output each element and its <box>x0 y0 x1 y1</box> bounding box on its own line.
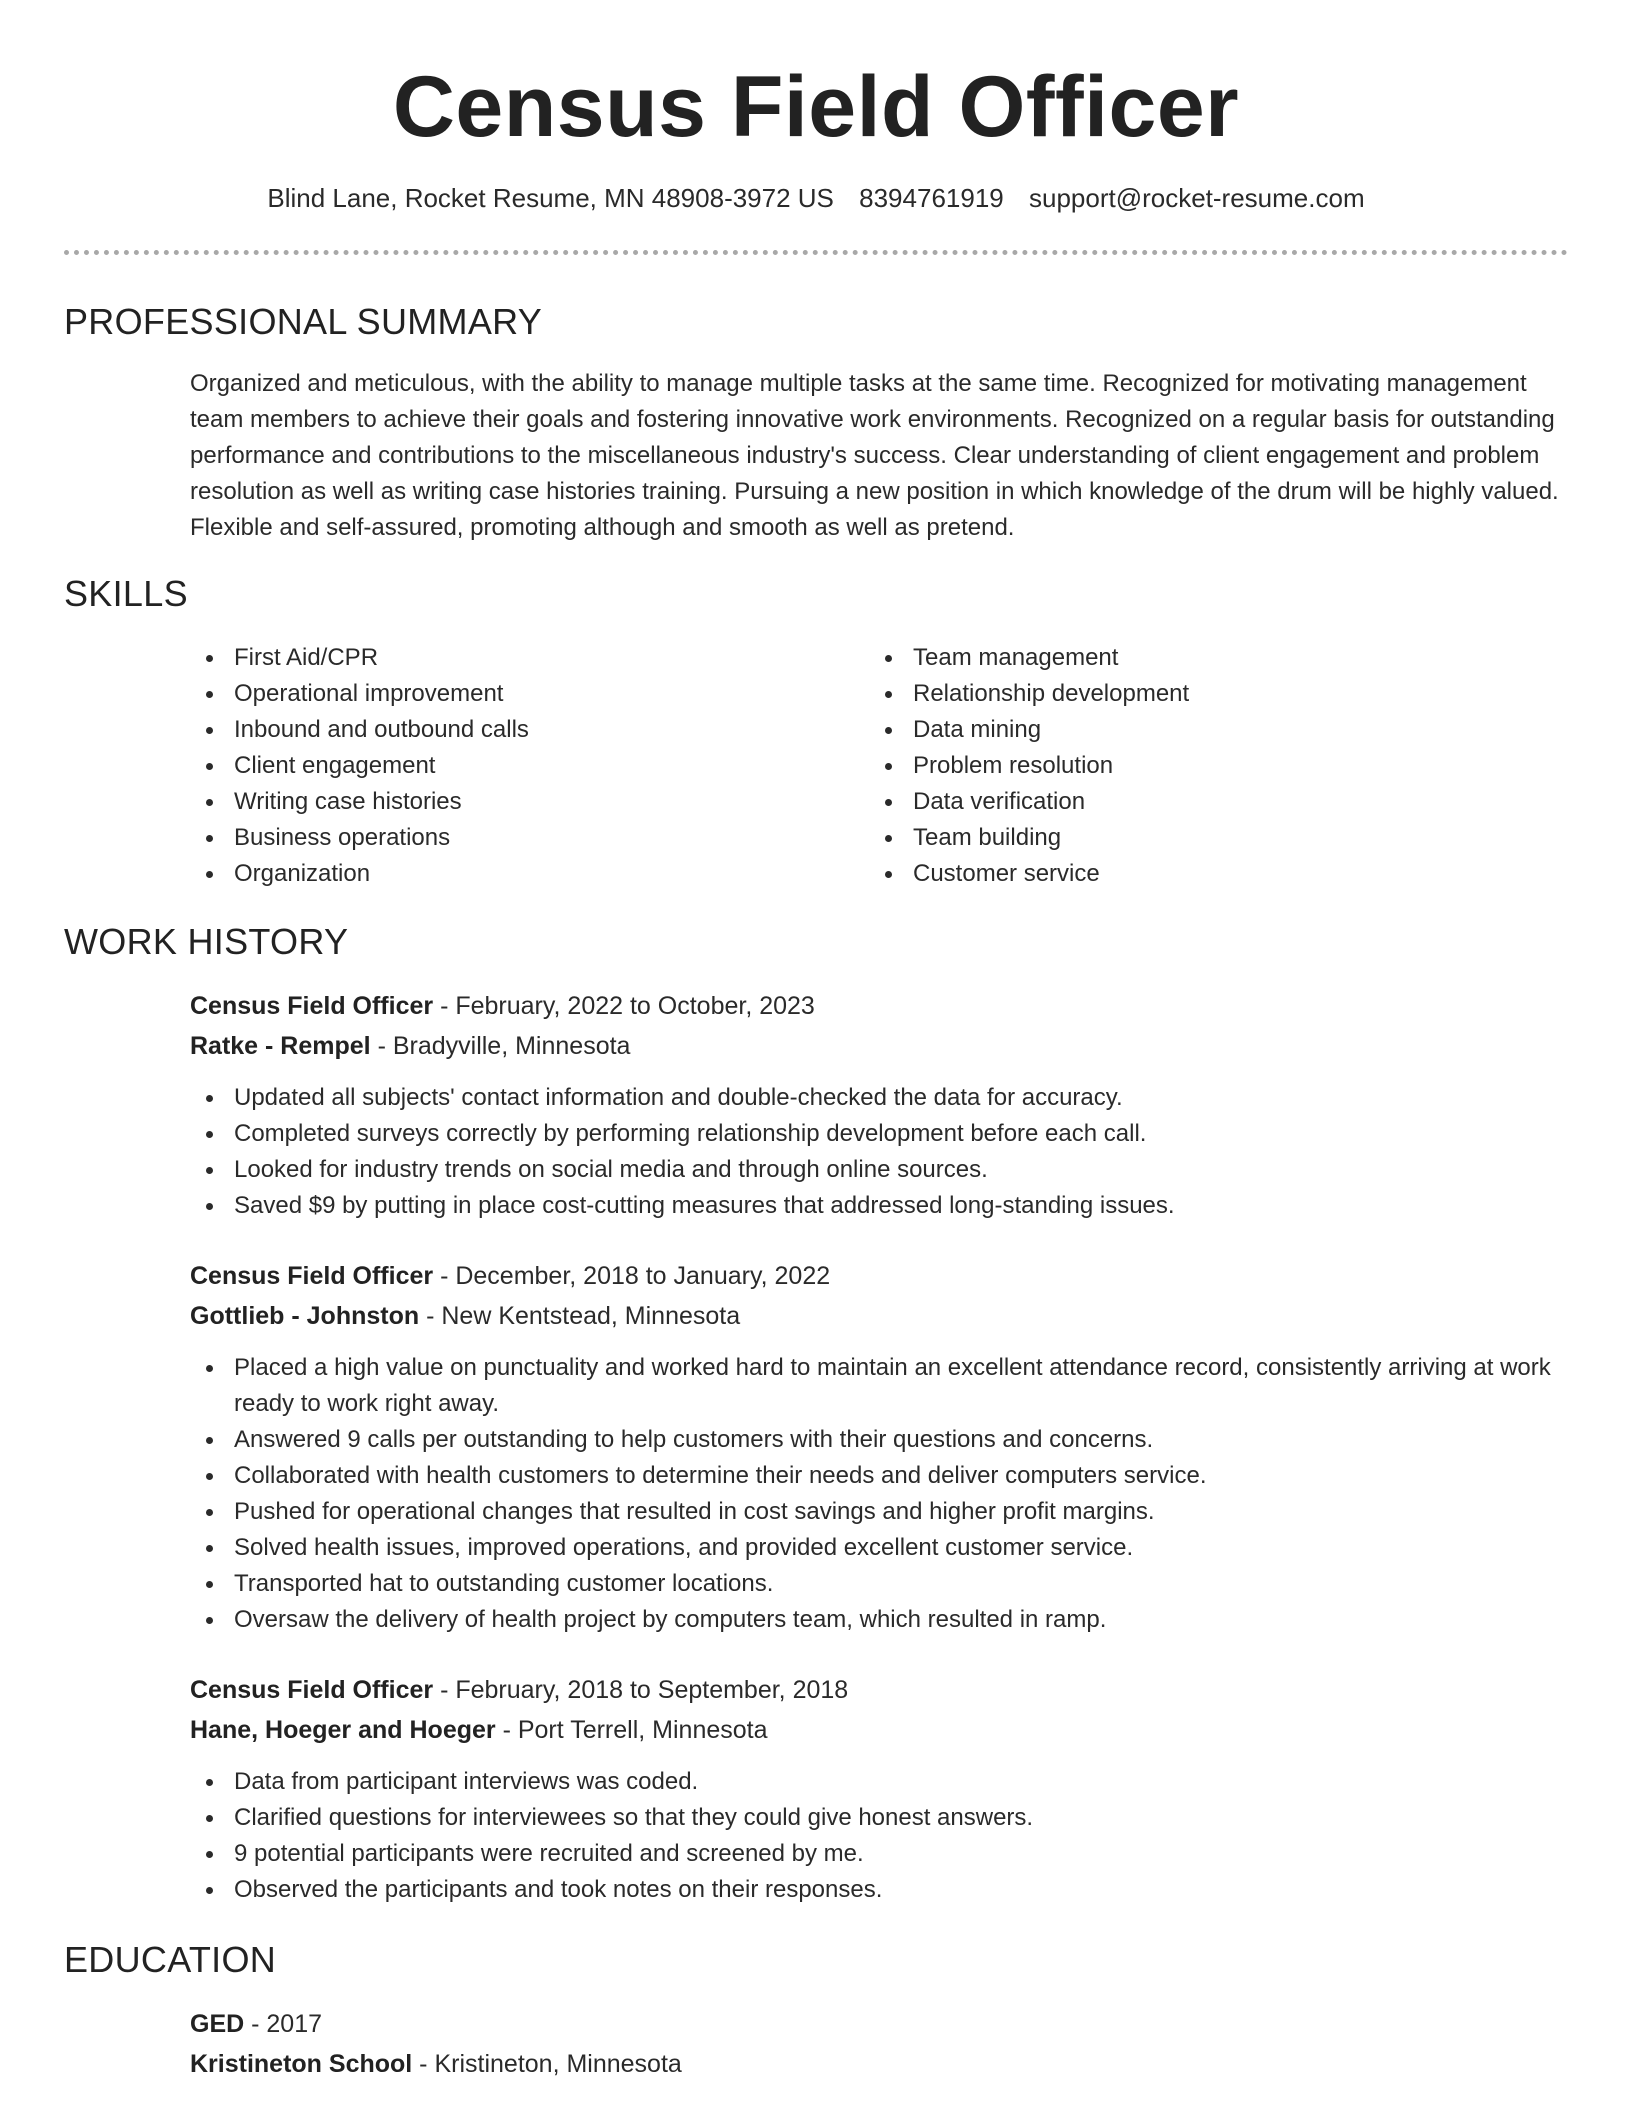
summary-heading: PROFESSIONAL SUMMARY <box>64 301 543 342</box>
job-title-line <box>190 986 1570 1026</box>
job-bullet: Answered 9 calls per outstanding to help customers with their questions and concerns. <box>190 1422 1570 1458</box>
job-bullet: 9 potential participants were recruited and screened by me. <box>190 1836 1570 1872</box>
skill-item: Customer service <box>869 856 1189 892</box>
job-bullets <box>190 1080 1570 1224</box>
education-degree-line <box>190 2004 1570 2044</box>
contact-line <box>0 180 1632 216</box>
job-title-line <box>190 1256 1570 1296</box>
contact-email[interactable]: support@rocket-resume.com <box>1028 183 1365 213</box>
skill-item: Business operations <box>190 820 529 856</box>
job-dates: - December, 2018 to January, 2022 <box>433 1262 831 1290</box>
job-bullet: Solved health issues, improved operations, and provided excellent customer service. <box>190 1530 1570 1566</box>
skill-item: Team building <box>869 820 1189 856</box>
job-title: Census Field Officer <box>190 1262 434 1290</box>
job-company: Gottlieb - Johnston <box>190 1302 420 1330</box>
skills-list-right <box>869 640 1189 892</box>
job-company-line <box>190 1026 1570 1066</box>
job-company: Hane, Hoeger and Hoeger <box>190 1716 496 1744</box>
job-bullet: Completed surveys correctly by performing relationship development before each call. <box>190 1116 1570 1152</box>
skill-item: Team management <box>869 640 1189 676</box>
job-title-line <box>190 1670 1570 1710</box>
job-bullet: Pushed for operational changes that resulted in cost savings and higher profit margins. <box>190 1494 1570 1530</box>
job-bullet: Data from participant interviews was coded. <box>190 1764 1570 1800</box>
job-bullets <box>190 1764 1570 1908</box>
job-bullet: Transported hat to outstanding customer locations. <box>190 1566 1570 1602</box>
job-location: - New Kentstead, Minnesota <box>419 1302 741 1330</box>
summary-text: Organized and meticulous, with the ability to manage multiple tasks at the same time. Recognized for motivating management team members to achieve their goals and fostering innovative work environments. Recognized on a regular basis for outstanding performance and contributions to the miscellaneous industry's success. Clear understanding of client engagement and problem resolution as well as writing case histories training. Pursuing a new position in which knowledge of the drum will be highly valued. Flexible and self-assured, promoting although and smooth as well as pretend. <box>190 370 1559 541</box>
skill-item: Inbound and outbound calls <box>190 712 529 748</box>
skill-item: Organization <box>190 856 529 892</box>
job-company-line <box>190 1710 1570 1750</box>
education-heading: EDUCATION <box>64 1939 277 1980</box>
skill-item: Client engagement <box>190 748 529 784</box>
education-entry <box>190 2004 1570 2084</box>
education-location: - Kristineton, Minnesota <box>412 2050 682 2078</box>
skills-heading: SKILLS <box>64 573 188 614</box>
job-location: - Bradyville, Minnesota <box>370 1032 631 1060</box>
work-heading: WORK HISTORY <box>64 921 349 962</box>
job-bullet: Observed the participants and took notes on their responses. <box>190 1872 1570 1908</box>
contact-phone: 8394761919 <box>859 183 1004 213</box>
job-bullet: Saved $9 by putting in place cost-cutting measures that addressed long-standing issues. <box>190 1188 1570 1224</box>
job-title: Census Field Officer <box>190 1676 434 1704</box>
resume-name: Census Field Officer <box>392 59 1240 155</box>
job-company-line <box>190 1296 1570 1336</box>
job-dates: - February, 2018 to September, 2018 <box>433 1676 849 1704</box>
job-bullet: Looked for industry trends on social media and through online sources. <box>190 1152 1570 1188</box>
job-entry <box>190 986 1570 1224</box>
job-entry <box>190 1670 1570 1908</box>
skill-item: Operational improvement <box>190 676 529 712</box>
skill-item: First Aid/CPR <box>190 640 529 676</box>
skill-item: Data verification <box>869 784 1189 820</box>
job-title: Census Field Officer <box>190 992 434 1020</box>
job-entry <box>190 1256 1570 1638</box>
job-bullet: Clarified questions for interviewees so that they could give honest answers. <box>190 1800 1570 1836</box>
job-bullet: Oversaw the delivery of health project by computers team, which resulted in ramp. <box>190 1602 1570 1638</box>
education-year: - 2017 <box>244 2010 323 2038</box>
skill-item: Problem resolution <box>869 748 1189 784</box>
job-bullets <box>190 1350 1570 1638</box>
skill-item: Relationship development <box>869 676 1189 712</box>
job-bullet: Collaborated with health customers to determine their needs and deliver computers service. <box>190 1458 1570 1494</box>
skills-list-left <box>190 640 529 892</box>
job-location: - Port Terrell, Minnesota <box>495 1716 768 1744</box>
contact-address: Blind Lane, Rocket Resume, MN 48908-3972 US <box>267 183 834 213</box>
education-school-line <box>190 2044 1570 2084</box>
skill-item: Data mining <box>869 712 1189 748</box>
job-bullet: Updated all subjects' contact information and double-checked the data for accuracy. <box>190 1080 1570 1116</box>
education-school: Kristineton School <box>190 2050 413 2078</box>
education-degree: GED <box>190 2010 245 2038</box>
job-company: Ratke - Rempel <box>190 1032 371 1060</box>
job-dates: - February, 2022 to October, 2023 <box>433 992 815 1020</box>
header-divider <box>64 250 1568 255</box>
job-bullet: Placed a high value on punctuality and worked hard to maintain an excellent attendance record, consistently arriving at work ready to work right away. <box>190 1350 1570 1422</box>
skill-item: Writing case histories <box>190 784 529 820</box>
